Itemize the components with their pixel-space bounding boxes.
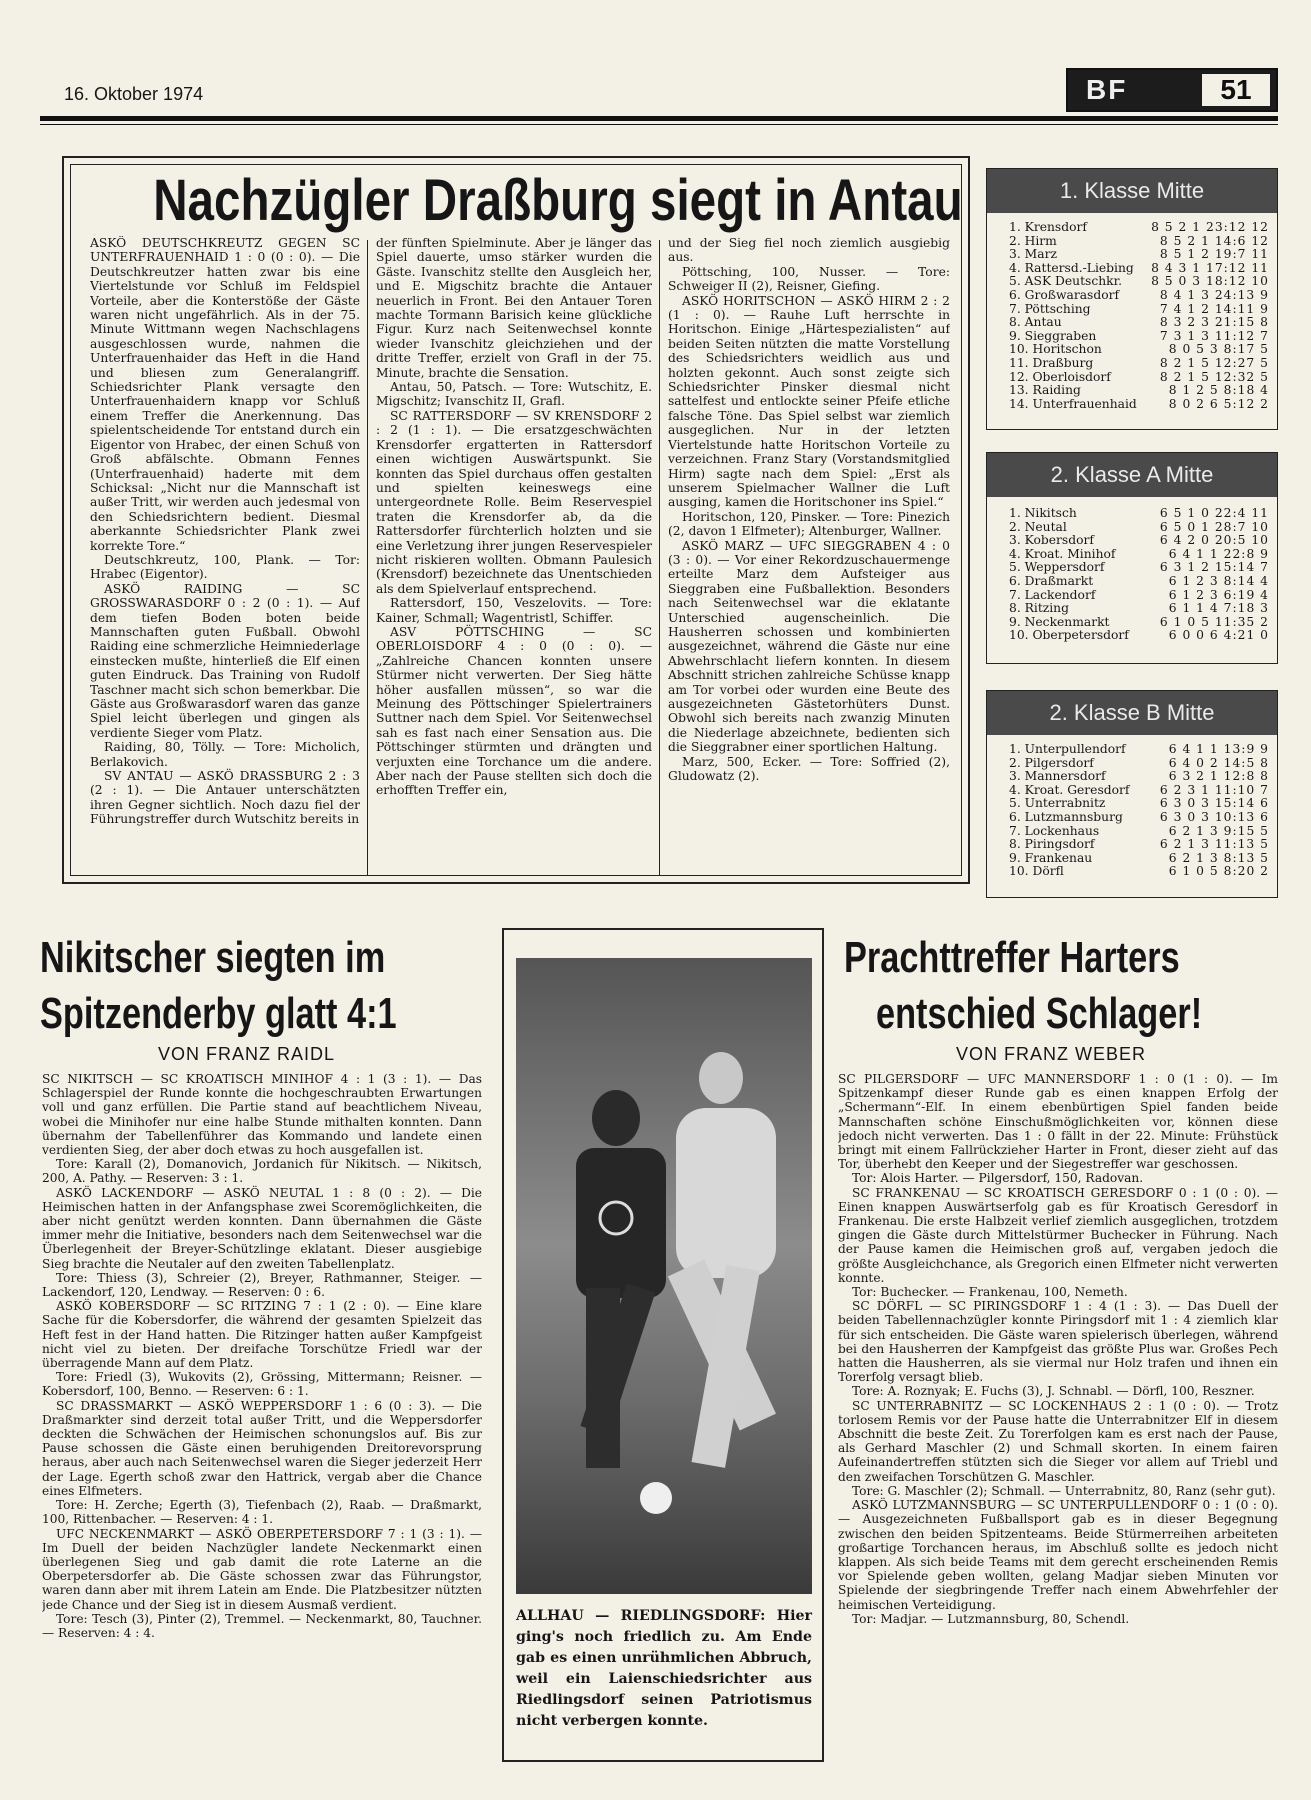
paragraph: Tore: A. Roznyak; E. Fuchs (3), J. Schnabl. — Dörfl, 100, Reszner.: [852, 1384, 1255, 1399]
paragraph: Tor: Alois Harter. — Pilgersdorf, 150, Radovan.: [852, 1171, 1144, 1186]
paragraph: Tore: Friedl (3), Wukovits (2), Grössing, Mittermann; Reisner. — Kobersdorf, 100, Benno. — Reserven: 6 : 1.: [42, 1370, 482, 1399]
paragraph: ASKÖ MARZ — UFC SIEGGRABEN 4 : 0 (3 : 0). — Vor einer Rekordzuschauermenge erteilte Marz dem Aufsteiger aus Sieggraben eine Fußballektion. Besonders nach Seitenwechsel war die eklatante Unterschied augenscheinlich. Die Hausherren schossen und kombinierten ausgezeichnet, während die Gäste nur eine Abwehrschlacht liefern konnten. In diesem Abschnitt strichen zahlreiche Schüsse knapp am Tor vorbei oder wurden eine Beute des ausgezeichneten Gästetorhüters Dunst. Obwohl sich bereits nach zwanzig Minuten die Niederlage abzeichnete, bedienten sich die Sieggrabner einer sportlichen Haltung.: [668, 538, 950, 755]
paragraph: Tore: Tesch (3), Pinter (2), Tremmel. — Neckenmarkt, 80, Tauchner. — Reserven: 4 : 4.: [42, 1611, 482, 1640]
table-row: 4. Kroat. Geresdorf 6 2 3 1 11:10 7: [1009, 782, 1269, 797]
photo-box: [502, 928, 824, 1762]
table-row: 5. ASK Deutschkr. 8 5 0 3 18:12 10: [1009, 274, 1269, 289]
paragraph: Tore: Thiess (3), Schreier (2), Breyer, Rathmanner, Steiger. — Lackendorf, 120, Lendway. — Reserven: 0 : 6.: [42, 1270, 482, 1300]
paragraph: SC PILGERSDORF — UFC MANNERSDORF 1 : 0 (1 : 0). — Im Spitzenkampf dieser Runde gab es einen knappen Erfolg der „Schermann“-Elf. In einem ebenbürtigen Spiel fanden beide Mannschaften schöne Einschußmöglichkeiten vor, können diese jedoch nicht verwerten. Das 1 : 0 fällt in der 22. Minute: Frühstück bringt mit einem Fallrückzieher Harter in Front, dieser zieht auf das Tor, überhebt den Keeper und der Siegestreffer war geschossen.: [838, 1072, 1278, 1172]
table-row: 10. Dörfl 6 1 0 5 8:20 2: [1009, 864, 1269, 879]
top-article-headline: Nachzügler Draßburg siegt in Antau: [153, 168, 963, 233]
paragraph: ASKÖ LUTZMANNSBURG — SC UNTERPULLENDORF 0 : 1 (0 : 0). — Ausgezeichneten Fußballsport gab es in dieser Begegnung zwischen den beiden Spitzenteams. Beide Stürmerreihen arbeiteten großartige Torchancen heraus, im Abschluß sollte es jedoch nicht klappen. Als sich beide Teams mit dem gerecht erscheinenden Remis vor Spielende geben wollten, gelang Madjar sieben Minuten vor Spielende der siegbringende Treffer nach einem Abwehrfehler der heimischen Verteidigung.: [838, 1498, 1278, 1612]
table-row: 10. Oberpetersdorf 6 0 0 6 4:21 0: [1009, 628, 1269, 643]
left-article-headline-line-1: Nikitscher siegten im: [40, 933, 386, 982]
left-article-body: [42, 1072, 482, 1762]
table-row: 5. Unterrabnitz 6 3 0 3 15:14 6: [1009, 796, 1269, 811]
paragraph: Pöttsching, 100, Nusser. — Tore: Schweiger II (2), Reisner, Giefing.: [668, 264, 950, 294]
paragraph: SC FRANKENAU — SC KROATISCH GERESDORF 0 : 1 (0 : 0). — Einen knappen Auswärtserfolg gab es für Kroatisch Geresdorf in Frankenau. Die erste Halbzeit verlief ziemlich ausgeglichen, trotzdem gingen die Gäste durch Mittelstürmer Buchecker in Führung. Nach der Pause kamen die Heimischen groß auf, vergaben jedoch die größte Ausgleichchance, als Gregorich einen Elfmeter nicht verwerten konnte.: [838, 1185, 1278, 1285]
table-title: 1. Klasse Mitte: [987, 169, 1277, 213]
league-table-2-klasse-a-mitte: [986, 452, 1278, 664]
table-row: 9. Frankenau 6 2 1 3 8:13 5: [1009, 850, 1269, 865]
paragraph: Tor: Madjar. — Lutzmannsburg, 80, Schendl.: [852, 1611, 1130, 1626]
table-row: 9. Sieggraben 7 3 1 3 11:12 7: [1009, 328, 1269, 343]
top-rule: [40, 116, 1278, 121]
paragraph: Horitschon, 120, Pinsker. — Tore: Pinezich (2, davon 1 Elfmeter); Altenburger, Wallner.: [668, 509, 950, 539]
paragraph: SC NIKITSCH — SC KROATISCH MINIHOF 4 : 1 (3 : 1). — Das Schlagerspiel der Runde konnte die hochgeschraubten Erwartungen voll und ganz erfüllen. Die Partie stand auf beachtlichem Niveau, wobei die Minihofer nur eine halbe Stunde mithalten konnten. Dann übernahm der Tabellenführer das Kommando und landete einen verdienten Sieg, der aber doch etwas zu hoch ausgefallen ist.: [42, 1072, 482, 1158]
paragraph: SC DRASSMARKT — ASKÖ WEPPERSDORF 1 : 6 (0 : 3). — Die Draßmarkter sind derzeit total außer Tritt, und die Weppersdorfer deckten die Schwächen der Heimischen schonungslos auf. Bis zur Pause schossen die Gäste einen beruhigenden Dreitorevorsprung heraus, aber auch nach Seitenwechsel waren die Sieger jederzeit Herr der Lage. Egerth schoß zwar den Hattrick, vergab aber die Chance eines Elfmeters.: [42, 1398, 482, 1498]
issue-date: 16. Oktober 1974: [64, 84, 204, 104]
table-row: 11. Draßburg 8 2 1 5 12:27 5: [1009, 355, 1269, 370]
table-row: 1. Krensdorf 8 5 2 1 23:12 12: [1009, 220, 1269, 234]
paragraph: SC RATTERSDORF — SV KRENSDORF 2 : 2 (1 : 1). — Die ersatzgeschwächten Krensdorfer ergatterten in Rattersdorf einen wichtigen Auswärtspunkt. Sie konnten das Spiel durchaus offen gestalten und spielten keineswegs eine untergeordnete Rolle. Beim Reservespiel traten die Krensdorfer ab, da die Rattersdorfer fürchterlich holzten und sie eine Verletzung ihrer jungen Reservespieler nicht riskieren wollten. Obmann Paulesich (Krensdorf) bezeichnete das Unentschieden als dem Spielverlauf entsprechend.: [376, 408, 652, 596]
paragraph: ASKÖ LACKENDORF — ASKÖ NEUTAL 1 : 8 (0 : 2). — Die Heimischen hatten in der Anfangsphase zwei Scoremöglichkeiten, die aber nicht genützt werden konnten. Dann übernahmen die Gäste immer mehr die Initiative, besonders nach dem Seitenwechsel war die Überlegenheit der Breyer-Schützlinge eklatant. Dieser ausgiebige Sieg brachte die Neutaler auf den zweiten Tabellenplatz.: [42, 1185, 482, 1271]
table-row: 3. Kobersdorf 6 4 2 0 20:5 10: [1009, 533, 1269, 548]
table-row: 3. Marz 8 5 1 2 19:7 11: [1009, 247, 1269, 262]
table-row: 1. Unterpullendorf 6 4 1 1 13:9 9: [1009, 742, 1269, 756]
table-row: 4. Rattersd.-Liebing 8 4 3 1 17:12 11: [1009, 260, 1269, 275]
table-row: 7. Lackendorf 6 1 2 3 6:19 4: [1009, 587, 1269, 602]
table-body: [987, 735, 1277, 879]
table-body: [987, 213, 1277, 411]
logo-text: BF: [1086, 74, 1128, 105]
right-article-headline-line-2: entschied Schlager!: [876, 989, 1203, 1038]
table-row: 2. Hirm 8 5 2 1 14:6 12: [1009, 233, 1269, 248]
paragraph: ASKÖ HORITSCHON — ASKÖ HIRM 2 : 2 (1 : 0). — Rauhe Luft herrschte in Horitschon. Einige „Härtespezialisten“ auf beiden Seiten nützten die matte Vorstellung des Schiedsrichters weidlich aus und holzten gekonnt. Auch sonst zeigte sich Schiedsrichter Pinsker diesmal nicht sattelfest und entlockte seiner Pfeife etliche falsche Töne. Das Spiel selbst war ziemlich ausgeglichen. Nur in der letzten Viertelstunde hatte Horitschon Vorteile zu verzeichnen. Franz Stary (Vorstandsmitglied Hirm) sagte nach dem Spiel: „Erst als unserem Spielmacher Wallner die Luft ausging, kamen die Horitschoner ins Spiel.“: [668, 293, 950, 510]
table-row: 5. Weppersdorf 6 3 1 2 15:14 7: [1009, 560, 1269, 575]
top-article-column-1: [90, 236, 360, 876]
top-article-column-2: [376, 236, 652, 876]
table-row: 8. Antau 8 3 2 3 21:15 8: [1009, 315, 1269, 330]
table-row: 1. Nikitsch 6 5 1 0 22:4 11: [1009, 506, 1269, 520]
paragraph: Deutschkreutz, 100, Plank. — Tor: Hrabec (Eigentor).: [90, 552, 360, 582]
paragraph: SV ANTAU — ASKÖ DRASSBURG 2 : 3 (2 : 1). — Die Antauer unterschätzten ihren Gegner sichtlich. Noch dazu fiel der Führungstreffer durch Wutschitz bereits in: [90, 769, 360, 827]
table-row: 10. Horitschon 8 0 5 3 8:17 5: [1009, 342, 1269, 357]
table-row: 13. Raiding 8 1 2 5 8:18 4: [1009, 383, 1269, 398]
table-body: [987, 497, 1277, 643]
right-article-byline: VON FRANZ WEBER: [956, 1044, 1147, 1064]
newspaper-logo: [1066, 68, 1278, 112]
paragraph: Antau, 50, Patsch. — Tore: Wutschitz, E. Migschitz; Ivanschitz II, Grafl.: [376, 380, 652, 409]
top-article-column-3: [668, 236, 950, 876]
paragraph: der fünften Spielminute. Aber je länger das Spiel dauerte, umso stärker wurden die Gäste. Ivanschitz stellte den Ausgleich her, und E. Migschitz brachte die Antauer neuerlich in Front. Bei den Antauer Toren machte Tormann Barisich keine glückliche Figur. Kurz nach Seitenwechsel konnte wieder Ivanschitz gleichziehen und der dritte Treffer, erzielt von Grafl in der 75. Minute, brachte die Sensation.: [376, 236, 652, 380]
table-title: 2. Klasse A Mitte: [987, 453, 1277, 497]
table-row: 6. Großwarasdorf 8 4 1 3 24:13 9: [1009, 287, 1269, 302]
paragraph: Marz, 500, Ecker. — Tore: Soffried (2), Gludowatz (2).: [668, 754, 950, 784]
paragraph: Tore: H. Zerche; Egerth (3), Tiefenbach (2), Raab. — Draßmarkt, 100, Rittenbacher. — Reserven: 4 : 1.: [42, 1498, 482, 1527]
table-row: 9. Neckenmarkt 6 1 0 5 11:35 2: [1009, 614, 1269, 629]
column-divider: [367, 240, 368, 876]
table-row: 12. Oberloisdorf 8 2 1 5 12:32 5: [1009, 369, 1269, 384]
left-article-headline-line-2: Spitzenderby glatt 4:1: [40, 989, 397, 1038]
paragraph: Raiding, 80, Tölly. — Tore: Micholich, Berlakovich.: [90, 740, 360, 769]
table-row: 14. Unterfrauenhaid 8 0 2 6 5:12 2: [1009, 396, 1269, 411]
table-row: 8. Ritzing 6 1 1 4 7:18 3: [1009, 601, 1269, 616]
paragraph: Rattersdorf, 150, Veszelovits. — Tore: Kainer, Schmall; Wagentristl, Schiffer.: [376, 596, 652, 625]
paragraph: UFC NECKENMARKT — ASKÖ OBERPETERSDORF 7 : 1 (3 : 1). — Im Duell der beiden Nachzügler landete Neckenmarkt einen überlegenen Sieg und gab damit die rote Laterne an die Oberpetersdorfer ab. Die Gäste schossen zwar das Führungstor, waren dann aber mit ihrem Latein am Ende. Die Platzbesitzer nützten jede Chance und der Sieg ist in diesem Ausmaß verdient.: [42, 1526, 482, 1612]
paragraph: ASKÖ DEUTSCHKREUTZ GEGEN SC UNTERFRAUENHAID 1 : 0 (0 : 0). — Die Deutschkreutzer hatten zwar bis eine Viertelstunde vor Schluß im Feldspiel Vorteile, aber die Konterstöße der Gäste waren nicht ungefährlich. Als in der 75. Minute Wittmann wegen Nachschlagens ausgeschlossen wurde, nahmen die Unterfrauenhaider das Heft in die Hand und bliesen zum Generalangriff. Schiedsrichter Plank versagte den Unterfrauenhaidern knapp vor Schluß einem Treffer die Anerkennung. Das spielentscheidende Tor entstand durch ein Eigentor von Hrabec, der einen Schuß von Groß abfälschte. Obmann Fennes (Unterfrauenhaid) haderte mit dem Schicksal: „Nicht nur die Mannschaft ist außer Tritt, wir werden auch jedesmal von den Schiedsrichtern bedient. Diesmal aberkannte Schiedsrichter Plank zwei korrekte Tore.“: [90, 236, 360, 553]
right-article-body: [838, 1072, 1278, 1762]
paragraph: und der Sieg fiel noch ziemlich ausgiebig aus.: [668, 236, 950, 265]
table-title: 2. Klasse B Mitte: [987, 691, 1277, 735]
table-row: 2. Pilgersdorf 6 4 0 2 14:5 8: [1009, 755, 1269, 770]
column-divider: [659, 240, 660, 876]
paragraph: ASKÖ RAIDING — SC GROSSWARASDORF 0 : 2 (0 : 1). — Auf dem tiefen Boden boten beide Mannschaften guten Fußball. Obwohl Raiding eine schmerzliche Heimniederlage einstecken mußte, hinterließ die Elf einen guten Eindruck. Das Training von Rudolf Taschner macht sich schon bemerkbar. Die Gäste aus Großwarasdorf waren das ganze Spiel leicht überlegen und gingen als verdiente Sieger vom Platz.: [90, 581, 360, 740]
table-row: 7. Lockenhaus 6 2 1 3 9:15 5: [1009, 823, 1269, 838]
table-row: 6. Draßmarkt 6 1 2 3 8:14 4: [1009, 573, 1269, 588]
caption-text: Hier ging's noch friedlich zu. Am Ende gab es einen unrühmlichen Abbruch, weil ein Laienschiedsrichter aus Riedlingsdorf seinen Patriotismus nicht verbergen konnte.: [516, 1608, 812, 1729]
league-table-1-klasse-mitte: [986, 168, 1278, 430]
football-match-photo: [516, 958, 812, 1594]
table-row: 3. Mannersdorf 6 3 2 1 12:8 8: [1009, 769, 1269, 784]
page-number: 51: [1202, 74, 1270, 106]
paragraph: Tor: Buchecker. — Frankenau, 100, Nemeth.: [852, 1285, 1128, 1300]
top-rule-thin: [40, 124, 1278, 125]
paragraph: ASV PÖTTSCHING — SC OBERLOISDORF 4 : 0 (0 : 0). — „Zahlreiche Chancen konnten unsere Stürmer nicht verwerten. Der Sieg hätte höher ausfallen müssen“, so war die Meinung des Pöttschinger Spielertrainers Suttner nach dem Spiel. Vor Seitenwechsel sah es fast nach einer Sensation aus. Die Pöttschinger stürmten und drängten und verjuxten eine Torchance um die andere. Aber nach der Pause stellten sich doch die erhofften Treffer ein,: [376, 624, 652, 798]
right-article-headline-line-1: Prachttreffer Harters: [844, 933, 1180, 982]
league-table-2-klasse-b-mitte: [986, 690, 1278, 898]
caption-title: ALLHAU — RIEDLINGSDORF:: [516, 1608, 766, 1624]
paragraph: SC DÖRFL — SC PIRINGSDORF 1 : 4 (1 : 3). — Das Duell der beiden Tabellennachzügler konnte Piringsdorf mit 1 : 4 ziemlich klar für sich entscheiden. Die Gäste waren spielerisch überlegen, während bei den Hausherren der Kampfgeist das größte Plus war. Großes Pech hatten die Hausherren, als sie viermal nur Holz trafen und ihnen ein Torerfolg versagt blieb.: [838, 1299, 1278, 1385]
photo-caption: [516, 1606, 812, 1732]
paragraph: Tore: Karall (2), Domanovich, Jordanich für Nikitsch. — Nikitsch, 200, A. Pathy. — Reserven: 3 : 1.: [42, 1157, 482, 1186]
paragraph: ASKÖ KOBERSDORF — SC RITZING 7 : 1 (2 : 0). — Eine klare Sache für die Kobersdorfer, die während der gesamten Spielzeit das Heft fest in der Hand hatten. Die Ritzinger hatten außer Kampfgeist nicht viel zu bieten. Der dreifache Torschütze Friedl war der überragende Mann auf dem Platz.: [42, 1299, 482, 1371]
paragraph: SC UNTERRABNITZ — SC LOCKENHAUS 2 : 1 (0 : 0). — Trotz torlosem Remis vor der Pause hatte die Unterrabnitzer Elf in diesem Abschnitt die beste Zeit. Zu Torerfolgen kam es erst nach der Pause, als Gerhard Maschler (2) und Schmall skorten. In einem fairen Aufeinandertreffen stützten sich die Sieger vor allem auf Triebl und den zweifachen Torschützen G. Maschler.: [838, 1398, 1278, 1484]
table-row: 4. Kroat. Minihof 6 4 1 1 22:8 9: [1009, 546, 1269, 561]
table-row: 8. Piringsdorf 6 2 1 3 11:13 5: [1009, 837, 1269, 852]
paragraph: Tore: G. Maschler (2); Schmall. — Unterrabnitz, 80, Ranz (sehr gut).: [852, 1483, 1276, 1498]
table-row: 2. Neutal 6 5 0 1 28:7 10: [1009, 519, 1269, 534]
table-row: 6. Lutzmannsburg 6 3 0 3 10:13 6: [1009, 809, 1269, 824]
table-row: 7. Pöttsching 7 4 1 2 14:11 9: [1009, 301, 1269, 316]
left-article-byline: VON FRANZ RAIDL: [158, 1044, 336, 1064]
